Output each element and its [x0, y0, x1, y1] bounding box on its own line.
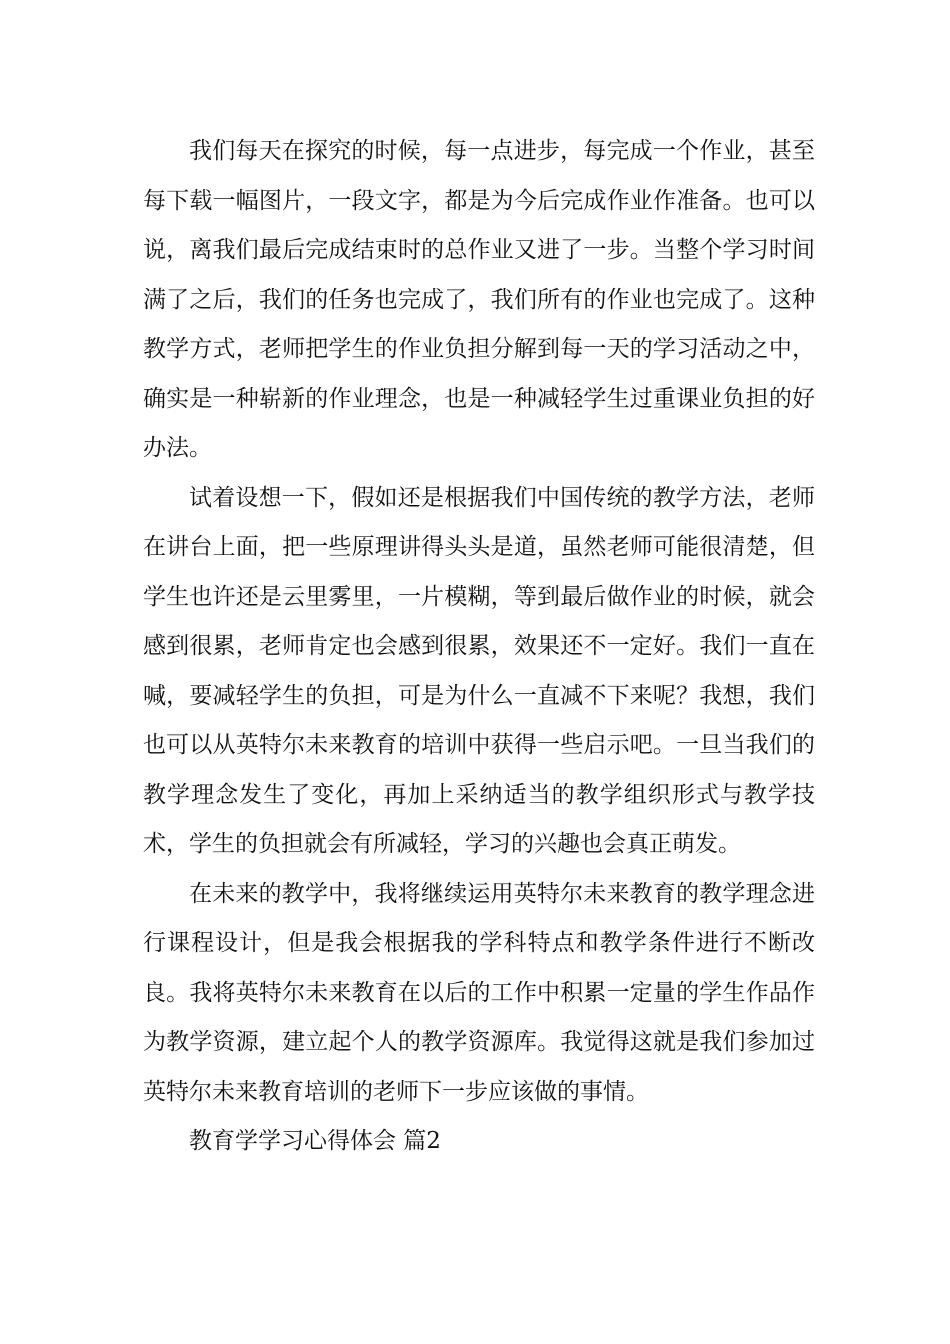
paragraph-3: 在未来的教学中，我将继续运用英特尔未来教育的教学理念进行课程设计，但是我会根据我的学科特点和教学条件进行不断改良。我将英特尔未来教育在以后的工作中积累一定量的学生作品作为教学资源，建立起个人的教学资源库。我觉得这就是我们参加过英特尔未来教育培训的老师下一步应该做的事情。 [143, 880, 815, 1105]
document-body [143, 127, 815, 1167]
section-heading: 教育学学习心得体会 篇2 [189, 1128, 441, 1154]
paragraph-2: 试着设想一下，假如还是根据我们中国传统的教学方法，老师在讲台上面，把一些原理讲得头头是道，虽然老师可能很清楚，但学生也许还是云里雾里，一片模糊，等到最后做作业的时候，就会感到很累，老师肯定也会感到很累，效果还不一定好。我们一直在喊，要减轻学生的负担，可是为什么一直减不下来呢？我想，我们也可以从英特尔未来教育的培训中获得一些启示吧。一旦当我们的教学理念发生了变化，再加上采纳适当的教学组织形式与教学技术，学生的负担就会有所减轻，学习的兴趣也会真正萌发。 [143, 484, 815, 857]
paragraph-1: 我们每天在探究的时候，每一点进步，每完成一个作业，甚至每下载一幅图片，一段文字，都是为今后完成作业作准备。也可以说，离我们最后完成结束时的总作业又进了一步。当整个学习时间满了之后，我们的任务也完成了，我们所有的作业也完成了。这种教学方式，老师把学生的作业负担分解到每一天的学习活动之中，确实是一种崭新的作业理念，也是一种减轻学生过重课业负担的好办法。 [143, 138, 815, 461]
